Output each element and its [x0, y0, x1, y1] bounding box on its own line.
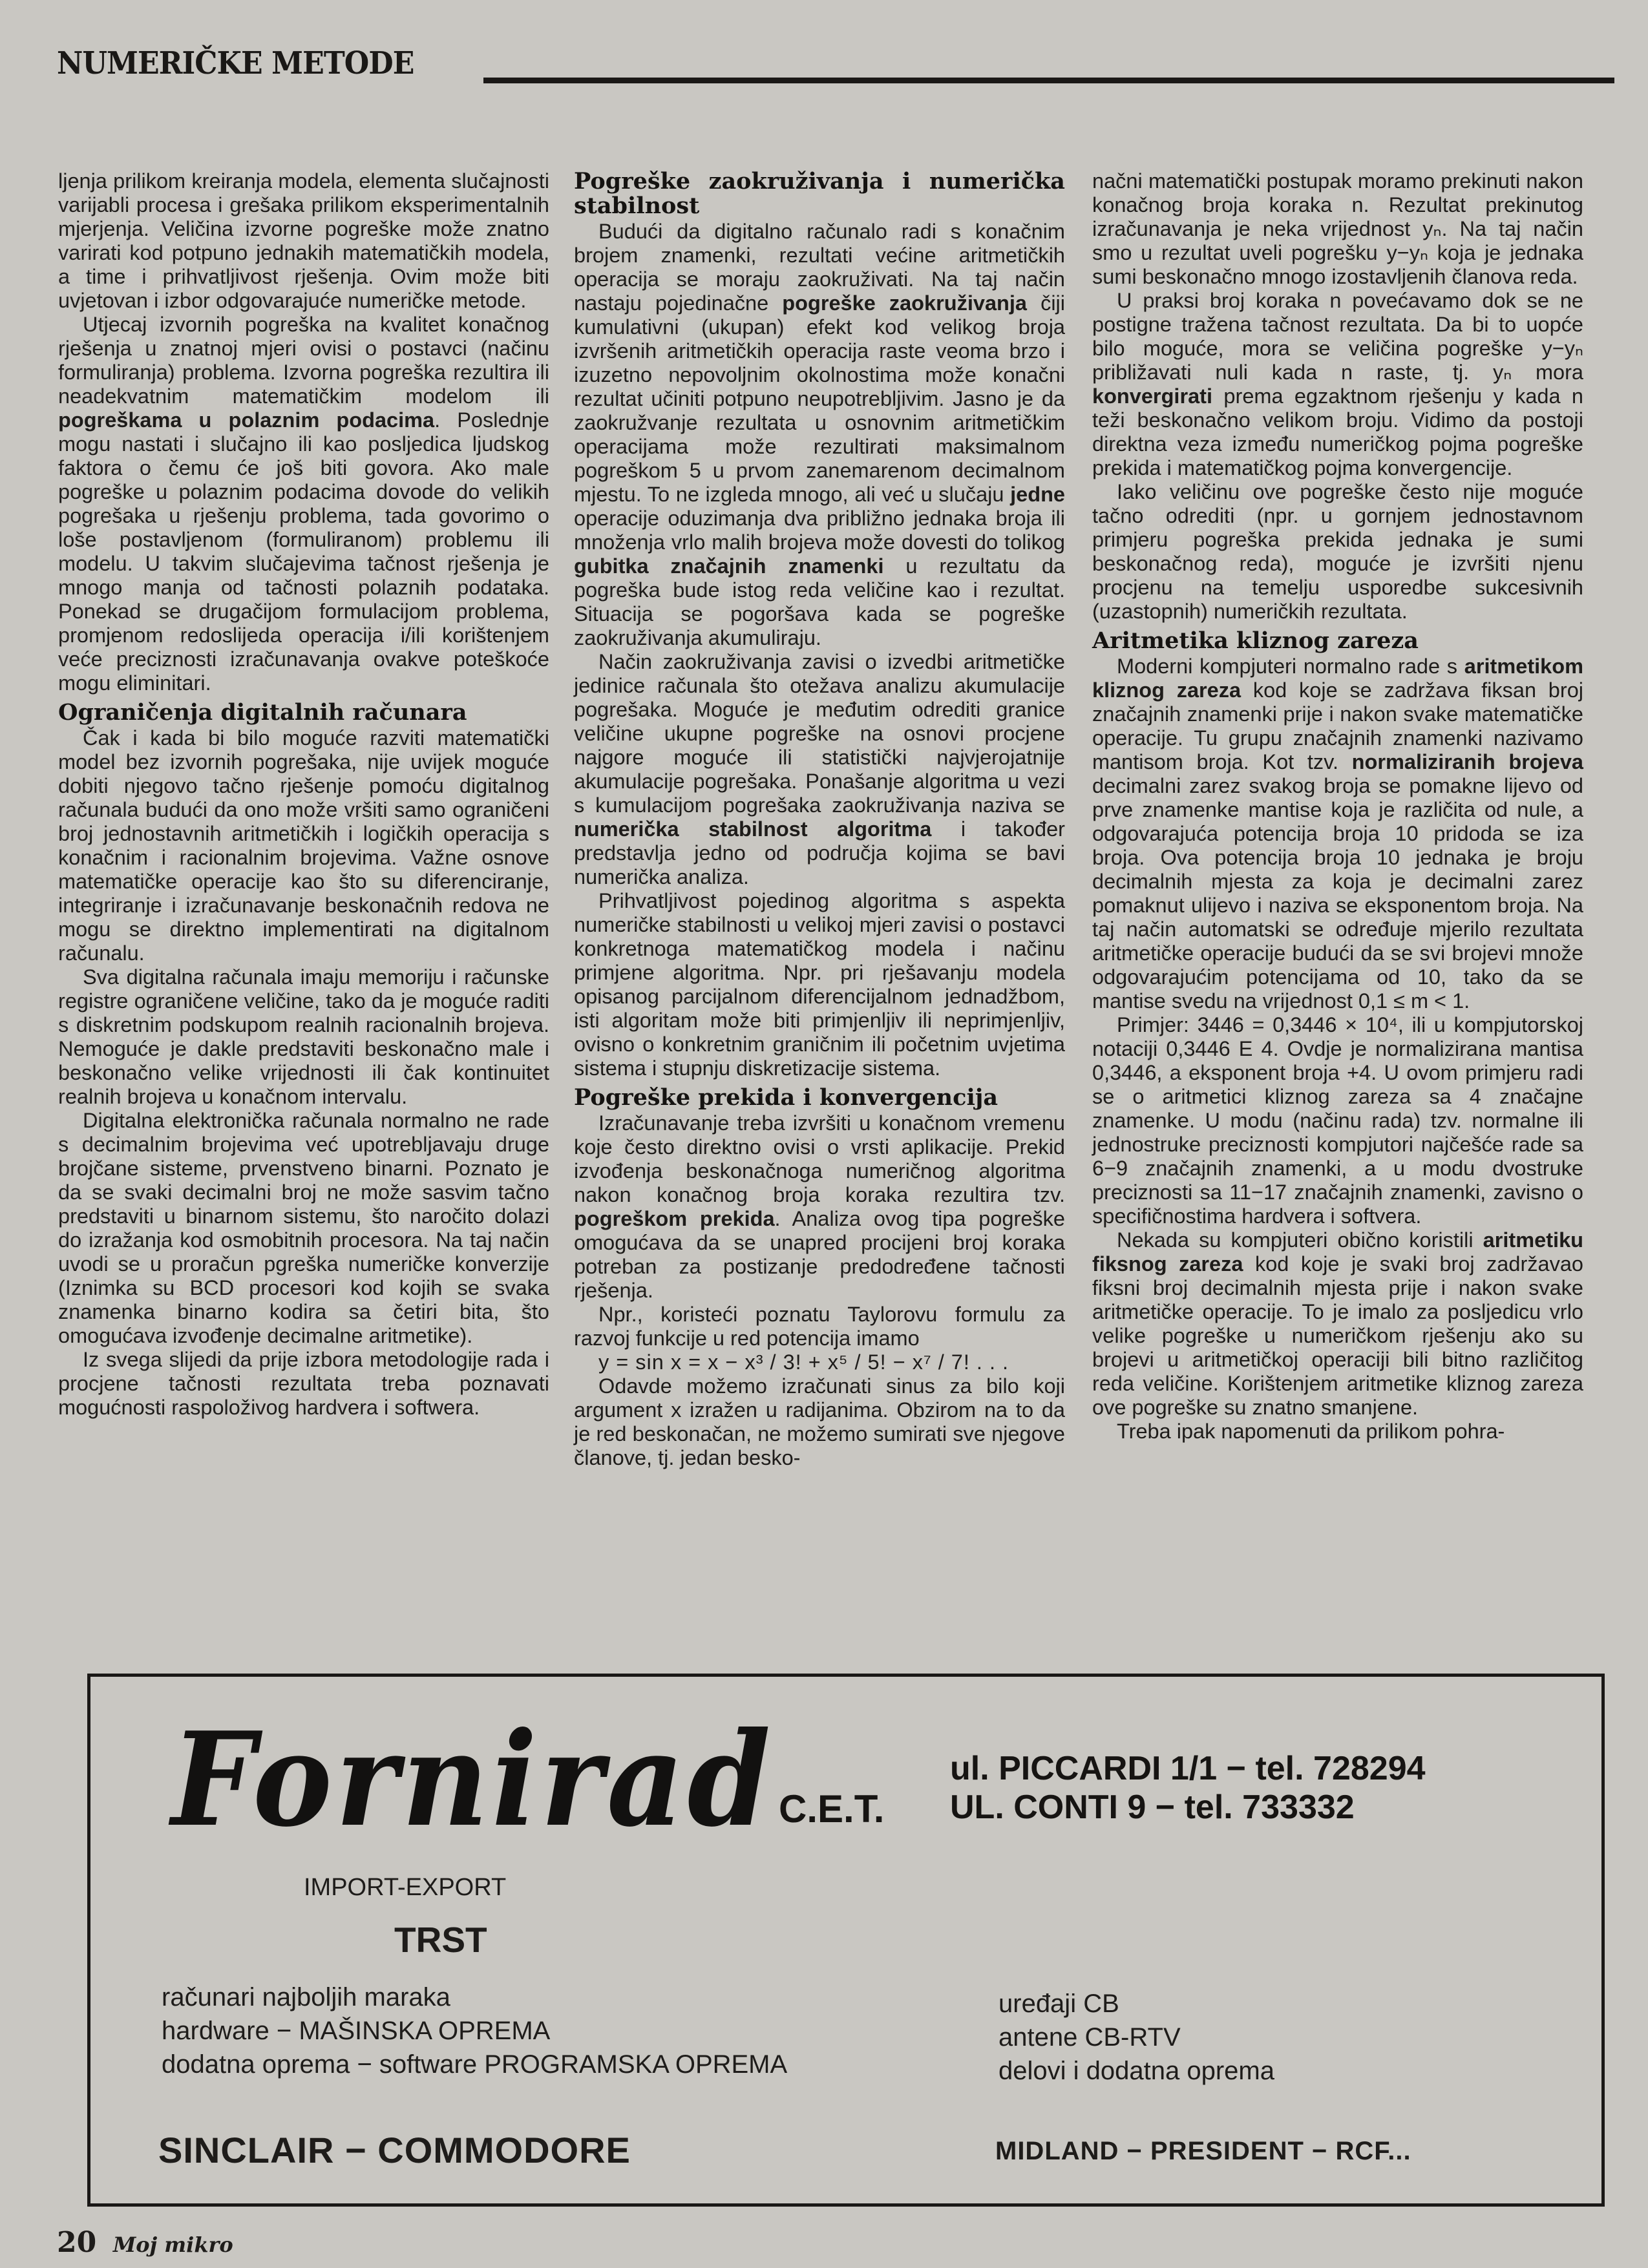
- bold-term: pogreške zaokruživanja: [782, 291, 1027, 315]
- paragraph: [58, 313, 549, 695]
- paragraph: [1092, 289, 1583, 480]
- column-1: [58, 169, 549, 1420]
- subheading: Pogreške zaokruživanja i numerička stabilnost: [574, 168, 1065, 219]
- advertisement-box: [87, 1674, 1605, 2207]
- paragraph: [574, 1111, 1065, 1303]
- paragraph: ljenja prilikom kreiranja modela, elementa slučajnosti varijabli procesa i grešaka prilikom eksperimentalnih mjerjenja. Veličina izvorne pogreške može znatno varirati kod potpuno jednakih matematičkih modela, a time i prihvatljivost rješenja. Ovim može biti uvjetovan i izbor odgovarajuće numeričke metode.: [58, 169, 549, 312]
- text-run: kod koje se zadržava fiksan broj značajnih znamenki prije i nakon svake matematičke operacije. Tu grupu značajnih znamenki nazivamo mantisom broja. Kot tzv.: [1092, 678, 1584, 773]
- product-list-right: [998, 1987, 1274, 2088]
- subheading: Aritmetika kliznog zareza: [1092, 627, 1419, 654]
- address-line: UL. CONTI 9 − tel. 733332: [950, 1789, 1355, 1826]
- list-item: računari najboljih maraka: [162, 1983, 450, 2011]
- paragraph: Čak i kada bi bilo moguće razviti matematički model bez izvornih pogrešaka, nije uvijek moguće dobiti njegovo tačno rješenje pomoću digitalnog računala budući da ono može vršiti samo ograničeni broj jednostavnih aritmetičkih i logičkih operacija s konačnim i racionalnim brojevima. Važne osnove matematičke operacije kao što su diferenciranje, integriranje i izračunavanje beskonačnih redova ne mogu se direktno implementirati na digitalnom računalu.: [58, 726, 549, 965]
- brands-left: SINCLAIR − COMMODORE: [158, 2130, 631, 2170]
- product-list-left: [162, 1980, 787, 2081]
- list-item: uređaji CB: [998, 1990, 1119, 2018]
- paragraph: [1092, 655, 1583, 1013]
- text-run: Način zaokruživanja zavisi o izvedbi aritmetičke jedinice računala što otežava analizu akumulacije pogrešaka. Moguće je međutim odrediti granice veličine ukupne pogreške na osnovi procjene najgore moguće ili statistički najvjerojatnije akumulacije pogrešaka. Ponašanje algoritma u vezi s kumulacijom pogrešaka zaokruživanja naziva se: [574, 650, 1065, 817]
- text-run: prema egzaktnom rješenju y kada n teži beskonačno velikom broju. Vidimo da postoji direktna veza između numeričkog pojma pogreške prekida i matematičkog pojma konvergencije.: [1092, 384, 1583, 479]
- text-run: Budući da digitalno računalo radi s konačnim brojem znamenki, rezultati većine aritmetičkih operacija se moraju zaokruživati. Na taj način nastaju pojedinačne: [574, 220, 1065, 315]
- magazine-name: Moj mikro: [112, 2232, 233, 2257]
- text-run: Utjecaj izvornih pogreška na kvalitet konačnog rješenja u znatnoj mjeri ovisi o postavci (načinu formuliranja) problema. Izvorna pogreška rezultira ili neadekvatnim matematičkim modelom ili: [58, 313, 549, 408]
- bold-term: konvergirati: [1092, 384, 1213, 408]
- paragraph: Sva digitalna računala imaju memoriju i računske registre ograničene veličine, tako da je moguće raditi s diskretnim podskupom realnih racionalnih brojeva. Nemoguće je dakle predstaviti beskonačno male i beskonačno velike vrijednosti ili čak kontinuitet realnih brojeva u konačnom intervalu.: [58, 965, 549, 1108]
- bold-term: pogreškama u polaznim podacima: [58, 408, 435, 432]
- section-header: [57, 45, 1614, 90]
- taylor-formula: y = sin x = x − x³ / 3! + x⁵ / 5! − x⁷ / 7! . . .: [598, 1350, 1009, 1374]
- paragraph: Primjer: 3446 = 0,3446 × 10⁴, ili u kompjutorskoj notaciji 0,3446 E 4. Ovdje je normalizirana mantisa 0,3446, a eksponent broja +4. U ovom primjeru radi se o aritmetici kliznog zareza sa 4 značajne znamenke. U modu (načinu rada) tzv. normalne ili jednostruke preciznosti kompjutori najčešće rade sa 6−9 značajnih znamenki, a u modu dvostruke preciznosti sa 11−17 značajnih znamenki, zavisno o specifičnostima hardvera i softvera.: [1092, 1013, 1583, 1228]
- paragraph: Iako veličinu ove pogreške često nije moguće tačno odrediti (npr. u gornjem jednostavnom primjeru pogreška prekida jednaka je sumi beskonačnog reda), moguće je izvršiti njenu procjenu na temelju usporedbe sukcesivnih (uzastopnih) numeričkih rezultata.: [1092, 480, 1583, 623]
- company-suffix: C.E.T.: [779, 1787, 885, 1831]
- text-run: . Analiza ovog tipa pogreške omogućava da se unapred procijeni broj koraka potreban za postizanje predodređene tačnosti rješenja.: [574, 1207, 1065, 1302]
- subheading: Ograničenja digitalnih računara: [58, 699, 467, 726]
- text-run: kod koje je svaki broj zadržavao fiksni broj decimalnih mjesta prije i nakon svake aritmetičke operacije. To je imalo za posljedicu vrlo velike pogreške u numeričkom rješenju ako su brojevi u aritmetičkoj operaciji bili bitno različitog reda veličine. Korištenjem aritmetike kliznog zareza ove pogreške su znatno smanjene.: [1092, 1252, 1583, 1419]
- city-label: TRST: [394, 1920, 487, 1960]
- text-run: Izračunavanje treba izvršiti u konačnom vremenu koje često direktno ovisi o vrsti aplikacije. Prekid izvođenja beskonačnoga numeričnog algoritma nakon konačnog broja koraka rezultira tzv.: [574, 1111, 1065, 1206]
- bold-term: pogreškom prekida: [574, 1207, 775, 1230]
- column-3: [1092, 169, 1583, 1444]
- text-run: čiji kumulativni (ukupan) efekt kod velikog broja izvršenih aritmetičkih operacija raste veoma brzo i izuzetno nepovoljnim okolnostima može konačni rezultat učiniti potpuno neupotrebljivim. Jasno je da zaokružvanje rezultata u osnovnim aritmetičkim operacijama može rezultirati maksimalnom pogreškom 5 u prvom zanemarenom decimalnom mjestu. To ne izgleda mnogo, ali već u slučaju: [574, 291, 1065, 506]
- address-block: [950, 1749, 1426, 1827]
- paragraph: Prihvatljivost pojedinog algoritma s aspekta numeričke stabilnosti u velikoj mjeri zavisi o postavci konkretnoga matematičkog modela i načinu primjene algoritma. Npr. pri rješavanju modela opisanog parcijalnom diferencijalnom jednadžbom, isti algoritam može biti primjenljiv ili neprimjenljiv, ovisno o konkretnim graničnim ili početnim uvjetima sistema i stupnju diskretizacije sistema.: [574, 889, 1065, 1080]
- text-run: U praksi broj koraka n povećavamo dok se ne postigne tražena tačnost rezultata. Da bi to uopće bilo moguće, mora se veličina pogreške y−yₙ približavati nuli kada n raste, tj. yₙ mora: [1092, 289, 1583, 384]
- column-2: [574, 169, 1065, 1470]
- paragraph: načni matematički postupak moramo prekinuti nakon konačnog broja koraka n. Rezultat prekinutog izračunavanja je neka vrijednost yₙ. Na taj način smo u rezultat uveli pogrešku y−yₙ koja je jednaka sumi beskonačno mnogo izostavljenih članova reda.: [1092, 169, 1583, 288]
- text-run: Nekada su kompjuteri obično koristili: [1117, 1228, 1483, 1252]
- text-run: operacije oduzimanja dva približno jednaka broja ili množenja vrlo malih brojeva može dovesti do tolikog: [574, 507, 1065, 554]
- text-run: decimalni zarez svakog broja se pomakne lijevo od prve znamenke mantise koja je različita od nule, a odgovarajuća potencija broja 10 pridoda se iza broja. Ova potencija broja 10 jednaka je broju decimalnih mjesta za koja je decimalni zarez pomaknut ulijevo i naziva se eksponentom broja. Na taj način automatski se određuje mjerilo rezultata aritmetičke operacije budući da se svi brojevi množe odgovarajućim potencijama od 10, tako da se mantise svedu na vrijednost 0,1 ≤ m < 1.: [1092, 774, 1583, 1013]
- paragraph: [1092, 1228, 1583, 1420]
- section-title: NUMERIČKE METODE: [57, 45, 414, 81]
- list-item: delovi i dodatna oprema: [998, 2057, 1274, 2085]
- bold-term: jedne: [1010, 483, 1065, 506]
- list-item: antene CB-RTV: [998, 2023, 1181, 2052]
- paragraph: Treba ipak napomenuti da prilikom pohra-: [1117, 1420, 1505, 1443]
- text-run: . Poslednje mogu nastati i slučajno ili kao posljedica ljudskog faktora o čemu će još biti govora. Ako male pogreške u polaznim podacima dovode do velikih pogrešaka u rješenju problema, tada govorimo o loše postavljenom (formuliranom) problemu ili modelu. U takvim slučajevima tačnost rješenja je mnogo manja od tačnosti polaznih podataka. Ponekad se drugačijom formulacijom problema, promjenom redoslijeda operacija i/ili korištenjem veće preciznosti izračunavanja ovakve poteškoće mogu eliminitari.: [58, 408, 549, 695]
- bold-term: numerička stabilnost algoritma: [574, 817, 932, 841]
- subheading: Pogreške prekida i konvergencija: [574, 1084, 998, 1111]
- page-footer: [57, 2226, 233, 2259]
- import-export-label: IMPORT-EXPORT: [304, 1874, 507, 1901]
- text-run: u rezultatu da pogreška bude istog reda veličine kao i rezultat. Situacija se pogoršava kada se pogreške zaokruživanja akumuliraju.: [574, 554, 1065, 649]
- page-number: 20: [57, 2226, 97, 2259]
- paragraph: [574, 650, 1065, 889]
- paragraph: [574, 220, 1065, 650]
- paragraph: Iz svega slijedi da prije izbora metodologije rada i procjene tačnosti rezultata treba poznavati mogućnosti raspoloživog hardvera i softwera.: [58, 1348, 549, 1419]
- paragraph: Odavde možemo izračunati sinus za bilo koji argument x izražen u radijanima. Obzirom na to da je red beskonačan, ne možemo sumirati sve njegove članove, tj. jedan besko-: [574, 1374, 1065, 1469]
- bold-term: aritmetiku fiksnog zareza: [1092, 1228, 1583, 1276]
- text-run: Moderni kompjuteri normalno rade s: [1117, 655, 1464, 678]
- bold-term: gubitka značajnih znamenki: [574, 554, 884, 578]
- bold-term: normaliziranih brojeva: [1351, 750, 1584, 773]
- header-rule: [483, 78, 1614, 83]
- address-line: ul. PICCARDI 1/1 − tel. 728294: [950, 1750, 1426, 1787]
- list-item: hardware − MAŠINSKA OPREMA: [162, 2017, 551, 2045]
- paragraph: Npr., koristeći poznatu Taylorovu formulu za razvoj funkcije u red potencija imamo: [574, 1303, 1065, 1350]
- fornirad-logo: Fornirad: [171, 1704, 774, 1856]
- text-run: i također predstavlja jedno od područja kojima se bavi numerička analiza.: [574, 817, 1065, 888]
- list-item: dodatna oprema − software PROGRAMSKA OPREMA: [162, 2050, 788, 2079]
- bold-term: aritmetikom kliznog zareza: [1092, 655, 1583, 702]
- paragraph: Digitalna elektronička računala normalno ne rade s decimalnim brojevima već upotrebljavaju druge brojčane sisteme, prvenstveno binarni. Poznato je da se svaki decimalni broj ne može sasvim tačno predstaviti u binarnom sistemu, što naročito dolazi do izražanja kod osmobitnih procesora. Na taj način uvodi se u proračun pgreška numeričke konverzije (Iznimka su BCD procesori kod kojih se svaka znamenka binarno kodira sa četiri bita, što omogućava izvođenje decimalne aritmetike).: [58, 1109, 549, 1347]
- brands-right: MIDLAND − PRESIDENT − RCF...: [995, 2137, 1411, 2165]
